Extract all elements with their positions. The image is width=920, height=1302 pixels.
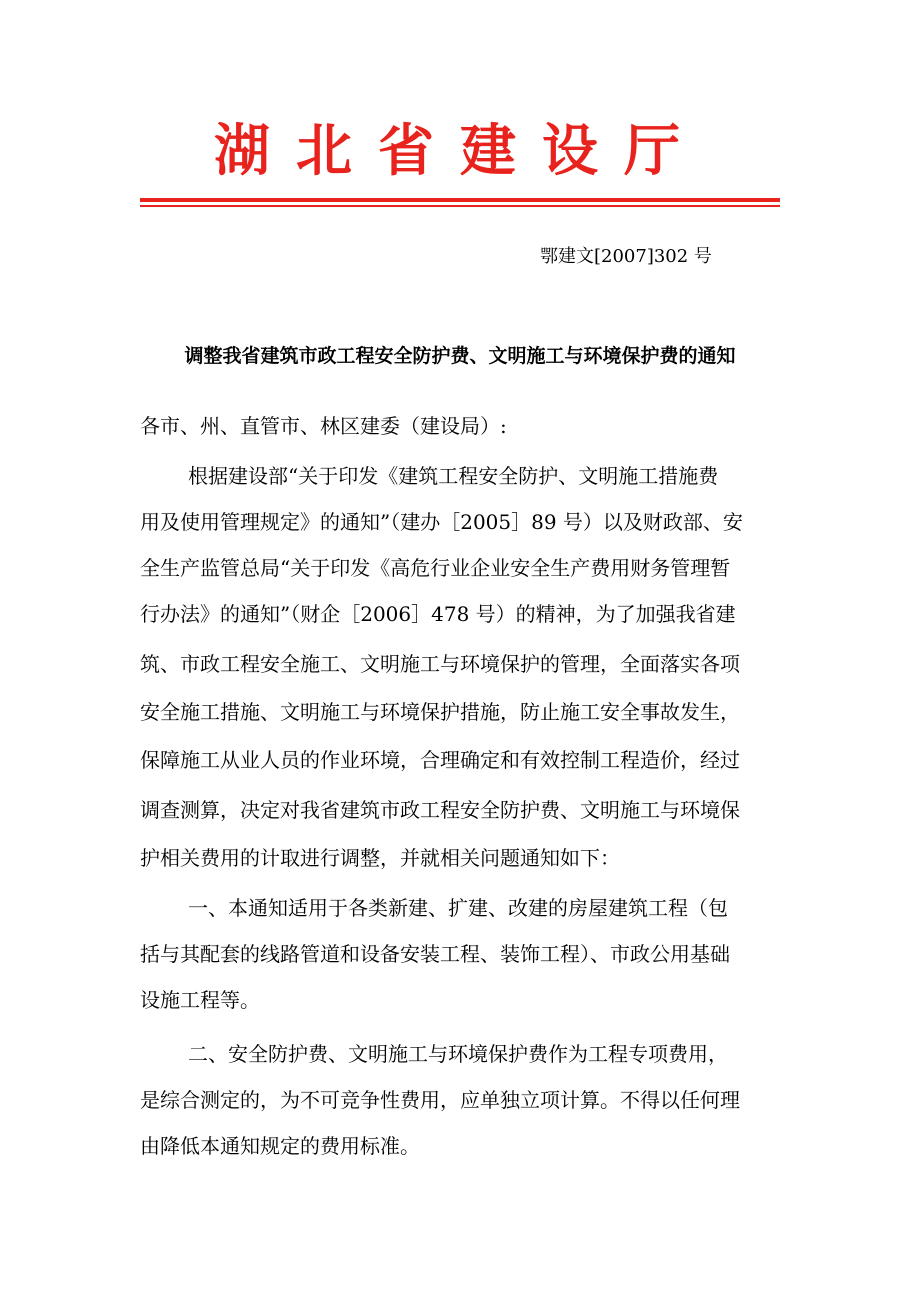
- paragraph-line: 用及使用管理规定》的通知”（建办［2005］89 号）以及财政部、安: [140, 510, 743, 534]
- paragraph-line: 是综合测定的，为不可竞争性费用，应单独立项计算。不得以任何理: [140, 1088, 740, 1112]
- paragraph-line: 根据建设部“关于印发《建筑工程安全防护、文明施工措施费: [188, 464, 719, 488]
- addressee: 各市、州、直管市、林区建委（建设局）:: [140, 414, 507, 438]
- paragraph-line: 一、本通知适用于各类新建、扩建、改建的房屋建筑工程（包: [188, 896, 728, 920]
- masthead-rule-thick: [140, 198, 780, 202]
- masthead-title: 湖北省建设厅: [214, 119, 706, 184]
- paragraph-line: 全生产监管总局“关于印发《高危行业企业安全生产费用财务管理暂: [140, 556, 731, 580]
- masthead-rule-thin: [140, 205, 780, 207]
- paragraph-line: 由降低本通知规定的费用标准。: [140, 1134, 420, 1158]
- document-title: 调整我省建筑市政工程安全防护费、文明施工与环境保护费的通知: [184, 345, 736, 367]
- paragraph-line: 筑、市政工程安全施工、文明施工与环境保护的管理，全面落实各项: [140, 652, 740, 676]
- document-number: 鄂建文[2007]302 号: [540, 246, 712, 267]
- paragraph-line: 调查测算，决定对我省建筑市政工程安全防护费、文明施工与环境保: [140, 798, 740, 822]
- paragraph-line: 行办法》的通知”（财企［2006］478 号）的精神，为了加强我省建: [140, 602, 736, 626]
- paragraph-line: 安全施工措施、文明施工与环境保护措施，防止施工安全事故发生，: [140, 700, 740, 724]
- paragraph-line: 保障施工从业人员的作业环境，合理确定和有效控制工程造价，经过: [140, 748, 740, 772]
- paragraph-line: 设施工程等。: [140, 988, 260, 1012]
- paragraph-line: 括与其配套的线路管道和设备安装工程、装饰工程）、市政公用基础: [140, 942, 730, 966]
- paragraph-line: 护相关费用的计取进行调整，并就相关问题通知如下：: [140, 846, 620, 870]
- paragraph-line: 二、安全防护费、文明施工与环境保护费作为工程专项费用，: [188, 1042, 728, 1066]
